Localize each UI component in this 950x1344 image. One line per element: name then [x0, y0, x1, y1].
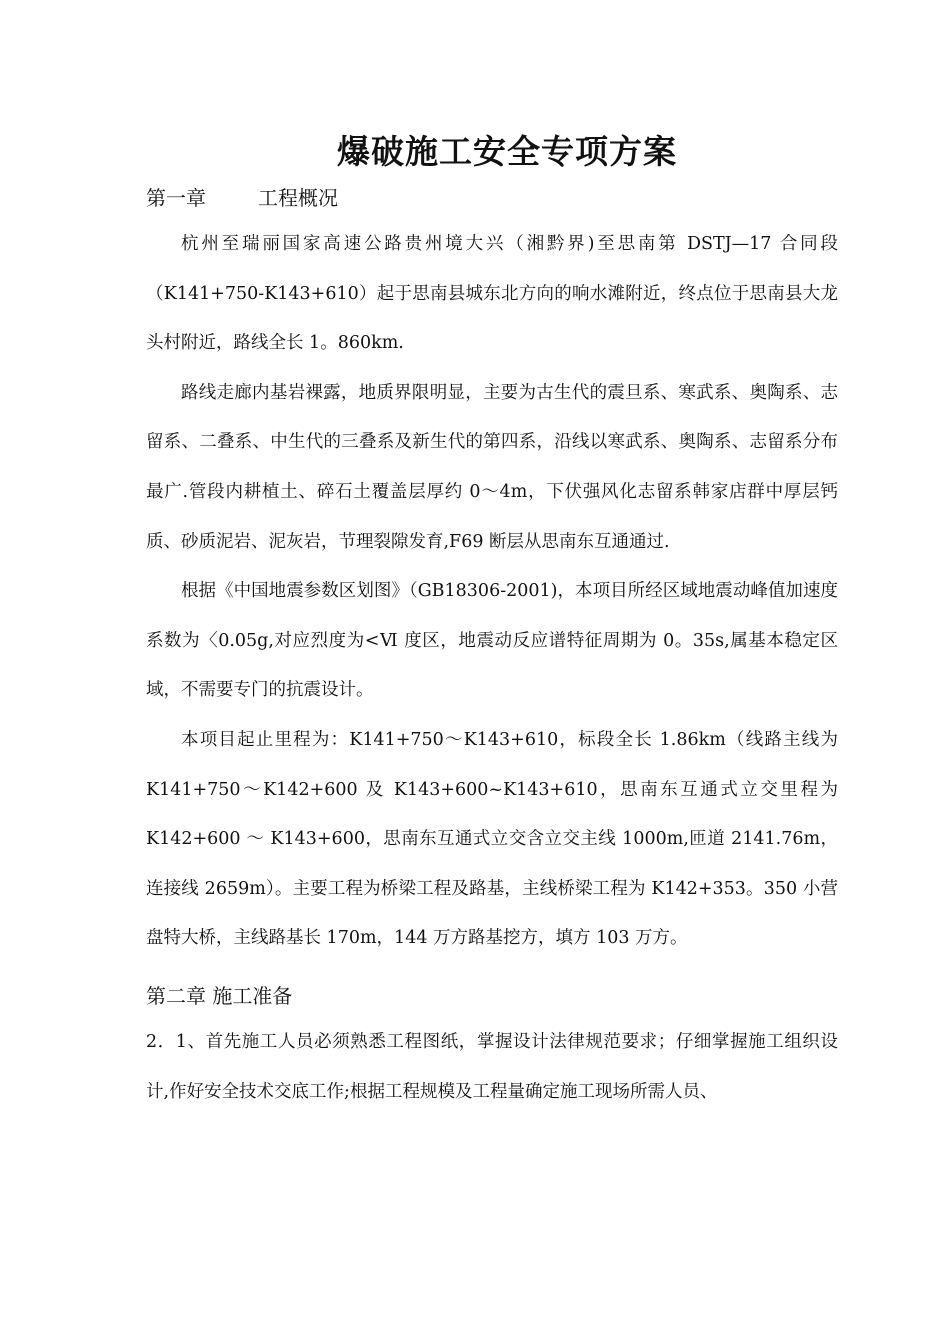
paragraph-mileage: 本项目起止里程为：K141+750～K143+610，标段全长 1.86km（线路主线为 K141+750～K142+600 及 K143+600~K143+610，思南东互通式立交里程为 K142+600 ～ K143+600，思南东互通式立交含立交主线 1000m,匝道 2141.76m，连接线 2659m）。主要工程为桥梁工程及路基，主线桥梁工程为 K142+353。350 小营盘特大桥，主线路基长 170m，144 万方路基挖方，填方 103 万方。	[146, 729, 838, 949]
paragraph-preparation-2-1: 2．1、首先施工人员必须熟悉工程图纸，掌握设计法律规范要求；仔细掌握施工组织设计,作好安全技术交底工作;根据工程规模及工程量确定施工现场所需人员、	[146, 1031, 838, 1102]
chapter-1-number: 第一章	[146, 186, 206, 210]
paragraph-project-location: 杭州至瑞丽国家高速公路贵州境大兴（湘黔界)至思南第 DSTJ—17 合同段（K141+750-K143+610）起于思南县城东北方向的响水滩附近，终点位于思南县大龙头村附近，路线全长 1。860km.	[146, 234, 838, 354]
document-page	[146, 128, 838, 1117]
chapter-1-name: 工程概况	[258, 186, 338, 210]
chapter-2-heading: 第二章 施工准备	[146, 983, 293, 1008]
chapter-1-heading	[146, 180, 838, 216]
paragraph-geology: 路线走廊内基岩裸露，地质界限明显，主要为古生代的震旦系、寒武系、奥陶系、志留系、二叠系、中生代的三叠系及新生代的第四系，沿线以寒武系、奥陶系、志留系分布最广.管段内耕植土、碎石土覆盖层厚约 0～4m，下伏强风化志留系韩家店群中厚层钙质、砂质泥岩、泥灰岩，节理裂隙发育,F69 断层从思南东互通通过.	[146, 382, 838, 552]
paragraph-seismic: 根据《中国地震参数区划图》（GB18306-2001)，本项目所经区域地震动峰值加速度系数为〈0.05g,对应烈度为<Ⅵ 度区，地震动反应谱特征周期为 0。35s,属基本稳定区域，不需要专门的抗震设计。	[146, 581, 838, 701]
document-title: 爆破施工安全专项方案	[337, 132, 677, 171]
